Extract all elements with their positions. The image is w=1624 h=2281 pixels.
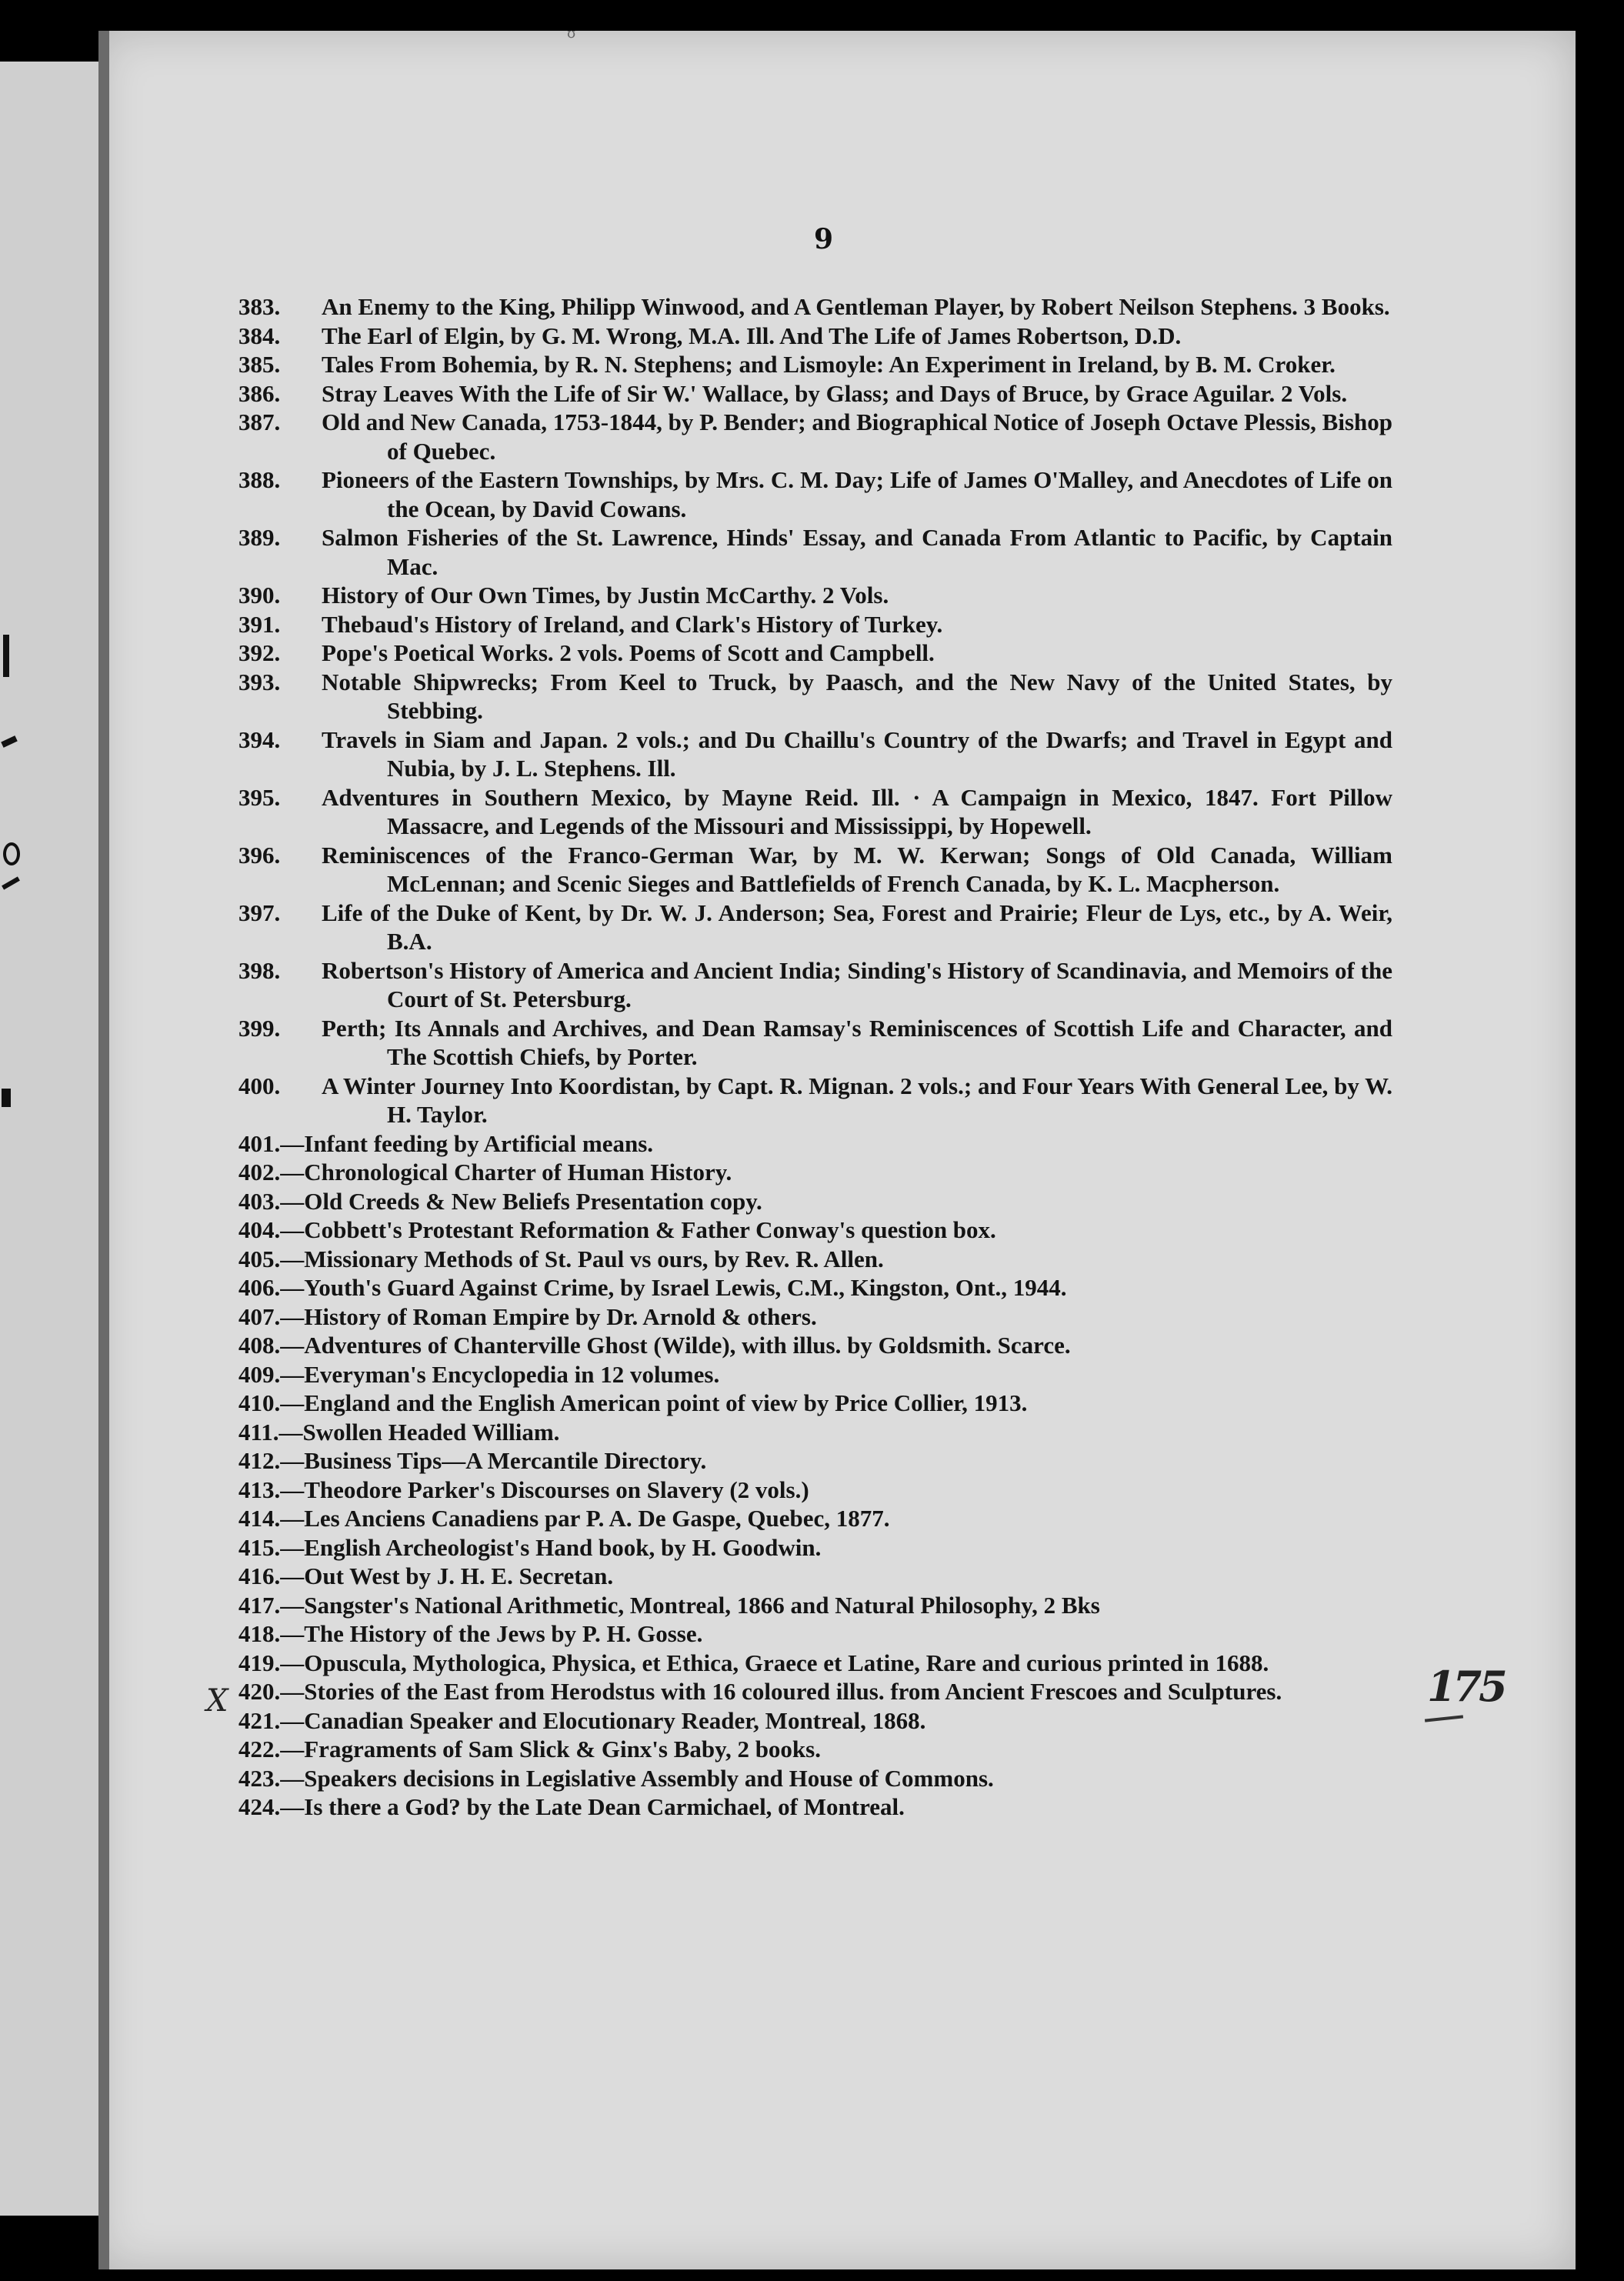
catalogue-entry — [238, 581, 1392, 610]
entry-description: Business Tips—A Mercantile Directory. — [304, 1447, 707, 1474]
margin-ink-mark — [2, 876, 20, 889]
catalogue-entry — [238, 1302, 1392, 1332]
entry-number: 392. — [238, 639, 281, 666]
catalogue-entry — [238, 668, 1392, 725]
handwritten-margin-note: 175 — [1427, 1662, 1505, 1711]
entry-number: 394. — [238, 725, 281, 753]
catalogue-entry — [238, 899, 1392, 956]
catalogue-entry — [238, 1792, 1392, 1822]
catalogue-entry — [238, 322, 1392, 351]
catalogue-entry — [238, 1446, 1392, 1476]
entry-number: 410.— — [238, 1389, 305, 1416]
entry-number: 407.— — [238, 1302, 305, 1330]
handwritten-x-mark: X — [206, 1683, 228, 1719]
catalogue-entry — [238, 1389, 1392, 1418]
catalogue-entry — [238, 783, 1392, 841]
entry-number: 421.— — [238, 1706, 305, 1734]
catalogue-entry — [238, 1735, 1392, 1764]
entry-description: The History of the Jews by P. H. Gosse. — [304, 1620, 703, 1647]
catalogue-entry — [238, 1533, 1392, 1562]
entry-description: Chronological Charter of Human History. — [304, 1159, 732, 1186]
entry-description: Pope's Poetical Works. 2 vols. Poems of Scott and Campbell. — [322, 639, 935, 666]
entry-number: 408.— — [238, 1332, 305, 1359]
catalogue-entry — [238, 1562, 1392, 1591]
catalogue-entry — [238, 1619, 1392, 1649]
entry-number: 386. — [238, 379, 281, 407]
catalogue-entry — [238, 465, 1392, 523]
entry-number: 393. — [238, 668, 281, 695]
entry-number: 412.— — [238, 1447, 305, 1474]
catalogue-entry — [238, 610, 1392, 639]
entry-description: Adventures of Chanterville Ghost (Wilde), with illus. by Goldsmith. Scarce. — [304, 1332, 1071, 1359]
catalogue-entry — [238, 841, 1392, 899]
catalogue-entry — [238, 1216, 1392, 1245]
adjacent-page-edge — [0, 62, 104, 2216]
entry-number: 406.— — [238, 1274, 305, 1301]
entry-description: Robertson's History of America and Ancient India; Sinding's History of Scandinavia, and Memoirs of the Court of St. Petersburg. — [322, 956, 1392, 1012]
catalogue-entry — [238, 1360, 1392, 1389]
entry-description: Notable Shipwrecks; From Keel to Truck, by Paasch, and the New Navy of the United States, by Stebbing. — [322, 668, 1392, 724]
catalogue-entry — [238, 725, 1392, 783]
entry-description: Sangster's National Arithmetic, Montreal, 1866 and Natural Philosophy, 2 Bks — [304, 1591, 1100, 1619]
entry-number: 397. — [238, 899, 281, 926]
catalogue-entry — [238, 1014, 1392, 1072]
catalogue-entry — [238, 1418, 1392, 1447]
entry-description: English Archeologist's Hand book, by H. Goodwin. — [304, 1533, 822, 1561]
entry-number: 418.— — [238, 1620, 305, 1647]
catalogue-list — [238, 292, 1392, 1822]
entry-description: Speakers decisions in Legislative Assembly and House of Commons. — [304, 1764, 994, 1792]
entry-number: 422.— — [238, 1736, 305, 1762]
entry-number: 402.— — [238, 1159, 305, 1186]
catalogue-entry — [238, 1187, 1392, 1216]
entry-number: 419.— — [238, 1649, 305, 1676]
catalogue-entry — [238, 408, 1392, 465]
entry-description: Old Creeds & New Beliefs Presentation copy. — [304, 1187, 762, 1215]
catalogue-entry — [238, 956, 1392, 1014]
entry-description: Everyman's Encyclopedia in 12 volumes. — [304, 1360, 720, 1388]
entry-number: 401.— — [238, 1129, 305, 1157]
catalogue-entry — [238, 350, 1392, 379]
catalogue-entry — [238, 292, 1392, 322]
entry-number: 400. — [238, 1072, 281, 1099]
entry-number: 415.— — [238, 1533, 305, 1561]
entry-description: History of Our Own Times, by Justin McCarthy. 2 Vols. — [322, 582, 889, 609]
entry-number: 404.— — [238, 1216, 305, 1243]
entry-description: Canadian Speaker and Elocutionary Reader, Montreal, 1868. — [304, 1706, 926, 1734]
entry-description: History of Roman Empire by Dr. Arnold & others. — [304, 1302, 817, 1330]
margin-ink-mark — [2, 1089, 11, 1107]
entry-description: Cobbett's Protestant Reformation & Father Conway's question box. — [304, 1216, 996, 1243]
margin-ink-mark — [3, 842, 20, 865]
entry-description: Travels in Siam and Japan. 2 vols.; and Du Chaillu's Country of the Dwarfs; and Travel in Egypt and Nubia, by J. L. Stephens. Ill. — [322, 725, 1392, 782]
catalogue-entry — [238, 1591, 1392, 1620]
entry-number: 403.— — [238, 1187, 305, 1215]
page-number: 9 — [814, 223, 834, 255]
entry-number: 420.— — [238, 1678, 305, 1705]
entry-number: 417.— — [238, 1591, 305, 1619]
entry-number: 399. — [238, 1014, 281, 1042]
catalogue-entry — [238, 1245, 1392, 1274]
entry-number: 390. — [238, 582, 281, 609]
margin-ink-mark — [3, 635, 9, 677]
entry-description: An Enemy to the King, Philipp Winwood, and A Gentleman Player, by Robert Neilson Stephens. 3 Books. — [322, 293, 1390, 320]
entry-number: 396. — [238, 841, 281, 869]
entry-number: 398. — [238, 956, 281, 984]
entry-description: Missionary Methods of St. Paul vs ours, by Rev. R. Allen. — [304, 1245, 884, 1272]
entry-description: Theodore Parker's Discourses on Slavery (2 vols.) — [304, 1476, 809, 1503]
entry-description: England and the English American point of view by Price Collier, 1913. — [304, 1389, 1028, 1416]
entry-description: Out West by J. H. E. Secretan. — [304, 1562, 614, 1589]
catalogue-entry — [238, 379, 1392, 409]
entry-number: 424.— — [238, 1793, 305, 1820]
catalogue-entry — [238, 1649, 1392, 1678]
entry-number: 389. — [238, 524, 281, 551]
catalogue-entry — [238, 1476, 1392, 1505]
entry-description: Adventures in Southern Mexico, by Mayne Reid. Ill. · A Campaign in Mexico, 1847. Fort Pillow Massacre, and Legends of the Missouri and Mississippi, by Hopewell. — [322, 783, 1392, 839]
entry-number: 385. — [238, 351, 281, 378]
entry-number: 409.— — [238, 1360, 305, 1388]
entry-number: 384. — [238, 322, 281, 349]
entry-description: Old and New Canada, 1753-1844, by P. Bender; and Biographical Notice of Joseph Octave Plessis, Bishop of Quebec. — [322, 409, 1392, 465]
entry-description: Reminiscences of the Franco-German War, by M. W. Kerwan; Songs of Old Canada, William McLennan; and Scenic Sieges and Battlefields of French Canada, by K. L. Macpherson. — [322, 841, 1392, 897]
entry-description: Perth; Its Annals and Archives, and Dean Ramsay's Reminiscences of Scottish Life and Character, and The Scottish Chiefs, by Porter. — [322, 1014, 1392, 1070]
entry-number: 383. — [238, 293, 281, 320]
catalogue-entry — [238, 1072, 1392, 1129]
catalogue-entry — [238, 1706, 1392, 1736]
entry-number: 405.— — [238, 1245, 305, 1272]
page-binding-shadow — [98, 31, 109, 2269]
catalogue-entry — [238, 1273, 1392, 1302]
entry-description: Fragraments of Sam Slick & Ginx's Baby, 2 books. — [304, 1736, 821, 1762]
entry-description: Is there a God? by the Late Dean Carmichael, of Montreal. — [304, 1793, 905, 1820]
entry-description: Swollen Headed William. — [302, 1418, 560, 1446]
entry-description: Tales From Bohemia, by R. N. Stephens; and Lismoyle: An Experiment in Ireland, by B. M. Croker. — [322, 351, 1336, 378]
catalogue-entry — [238, 1677, 1392, 1706]
entry-number: 414.— — [238, 1505, 305, 1532]
entry-description: Life of the Duke of Kent, by Dr. W. J. Anderson; Sea, Forest and Prairie; Fleur de Lys, etc., by A. Weir, B.A. — [322, 899, 1392, 955]
entry-description: Youth's Guard Against Crime, by Israel Lewis, C.M., Kingston, Ont., 1944. — [304, 1274, 1067, 1301]
catalogue-entry — [238, 639, 1392, 668]
catalogue-entry — [238, 523, 1392, 581]
entry-description: Pioneers of the Eastern Townships, by Mrs. C. M. Day; Life of James O'Malley, and Anecdotes of Life on the Ocean, by David Cowans. — [322, 466, 1392, 522]
page-top-mark: ʊ — [567, 25, 576, 42]
entry-description: Infant feeding by Artificial means. — [304, 1129, 654, 1157]
catalogue-entry — [238, 1504, 1392, 1533]
entry-description: Opuscula, Mythologica, Physica, et Ethica, Graece et Latine, Rare and curious printed in 1688. — [304, 1649, 1269, 1676]
entry-number: 413.— — [238, 1476, 305, 1503]
catalogue-entry — [238, 1331, 1392, 1360]
entry-description: A Winter Journey Into Koordistan, by Capt. R. Mignan. 2 vols.; and Four Years With General Lee, by W. H. Taylor. — [322, 1072, 1392, 1128]
catalogue-entry — [238, 1158, 1392, 1187]
entry-number: 411.— — [238, 1418, 303, 1446]
margin-ink-mark — [1, 735, 18, 748]
entry-number: 387. — [238, 409, 281, 435]
entry-description: Les Anciens Canadiens par P. A. De Gaspe, Quebec, 1877. — [304, 1505, 890, 1532]
catalogue-entry — [238, 1129, 1392, 1159]
entry-description: Thebaud's History of Ireland, and Clark's History of Turkey. — [322, 610, 943, 638]
entry-description: Stray Leaves With the Life of Sir W.' Wallace, by Glass; and Days of Bruce, by Grace Aguilar. 2 Vols. — [322, 379, 1348, 407]
catalogue-entry — [238, 1764, 1392, 1793]
entry-number: 423.— — [238, 1764, 305, 1792]
entry-description: The Earl of Elgin, by G. M. Wrong, M.A. Ill. And The Life of James Robertson, D.D. — [322, 322, 1182, 349]
entry-number: 391. — [238, 610, 281, 638]
entry-number: 388. — [238, 466, 281, 493]
entry-description: Salmon Fisheries of the St. Lawrence, Hinds' Essay, and Canada From Atlantic to Pacific, by Captain Mac. — [322, 524, 1392, 580]
entry-number: 416.— — [238, 1562, 305, 1589]
entry-description: Stories of the East from Herodstus with 16 coloured illus. from Ancient Frescoes and Sculptures. — [304, 1678, 1282, 1705]
entry-number: 395. — [238, 783, 281, 811]
